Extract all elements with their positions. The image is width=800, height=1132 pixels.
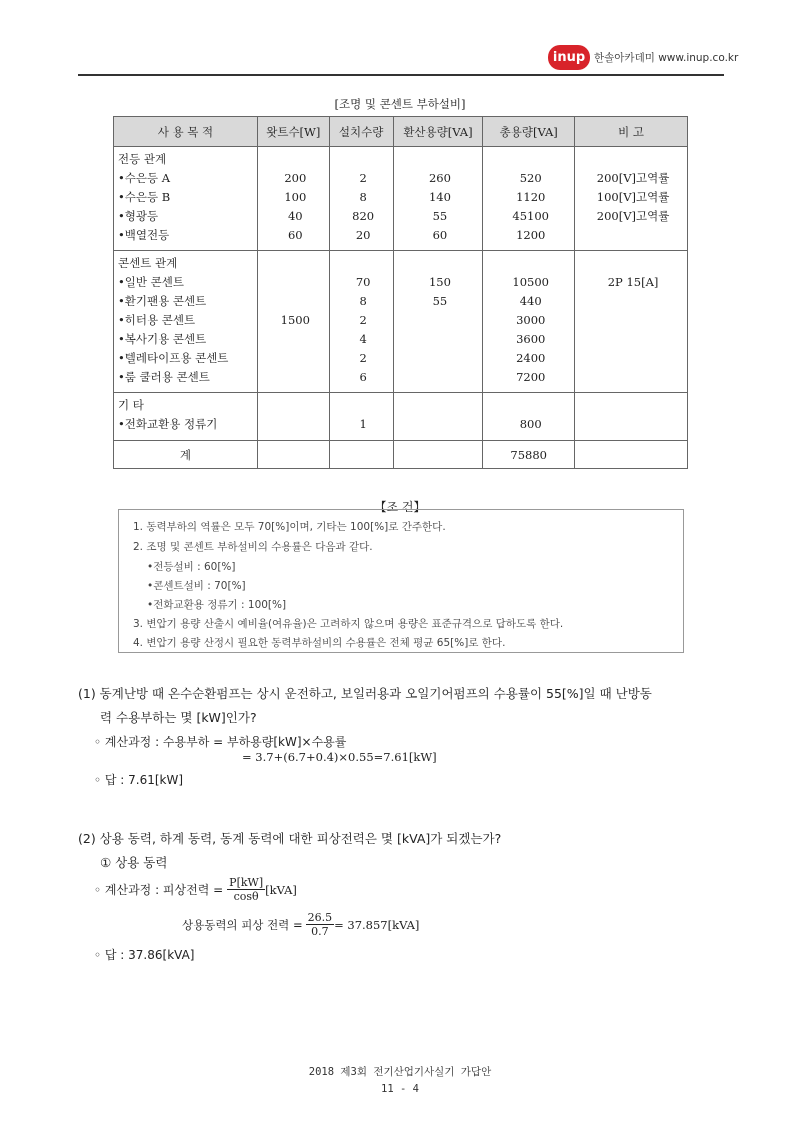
cell-value: 260: [428, 171, 451, 185]
table-row: [114, 251, 688, 393]
q2-calc-line: [94, 876, 297, 903]
q2-calc2-line: [182, 911, 419, 938]
calc2-fraction: [306, 911, 335, 938]
col-header-total: 총용량[VA]: [483, 117, 575, 147]
cell-value: 1: [359, 417, 367, 431]
item-name: •형광등: [118, 209, 159, 223]
apparent-power-formula: [227, 876, 265, 903]
q2-question: (2) 상용 동력, 하계 동력, 동계 동력에 대한 피상전력은 몇 [kVA]가 되겠는가?: [78, 831, 502, 846]
cell-value: 45100: [512, 209, 549, 223]
item-name: •수은등 B: [118, 190, 171, 204]
cell-value: 8: [359, 294, 367, 308]
conditions-box: [118, 509, 684, 653]
conv-values: [394, 147, 483, 248]
header-text: 한솔아카데미 www.inup.co.kr: [594, 52, 739, 64]
group-title: 전등 관계: [118, 152, 167, 166]
qty-values: [330, 147, 393, 248]
calc2-numerator: 26.5: [307, 911, 333, 924]
conditions-title: 【조 건】: [374, 500, 426, 514]
total-values: [483, 147, 574, 248]
cell-value: 70: [355, 275, 371, 289]
footer-page-number: 11 - 4: [381, 1083, 419, 1095]
cell-value: 1120: [516, 190, 546, 204]
q1-answer: ◦ 답 : 7.61[kW]: [94, 773, 184, 787]
cell-value: 440: [519, 294, 542, 308]
cell-value: 6: [359, 370, 367, 384]
q2-answer: ◦ 답 : 37.86[kVA]: [94, 948, 195, 962]
q2-sub1: ① 상용 동력: [100, 855, 168, 870]
cell-value: 55: [432, 294, 448, 308]
formula-numerator: P[kW]: [229, 876, 264, 889]
cell-value: 100: [284, 190, 307, 204]
col-header-qty: 설치수량: [329, 117, 393, 147]
qty-values: [330, 393, 393, 437]
group-outlet-names: [114, 251, 257, 390]
q1-calc-label: ◦ 계산과정 : 수용부하 = 부하용량[kW]×수용률: [94, 735, 347, 749]
group-lighting-names: [114, 147, 257, 248]
formula-unit: [kVA]: [265, 882, 297, 897]
q1-calc-line2: = 3.7+(6.7+0.4)×0.55=7.61[kW]: [242, 750, 437, 764]
condition-line: 3. 변압기 용량 산출시 예비율(여유율)은 고려하지 않으며 용량은 표준규격으로 답하도록 한다.: [133, 618, 564, 630]
item-name: •히터용 콘센트: [118, 313, 196, 327]
table-header-row: [114, 117, 688, 147]
load-table: [113, 116, 688, 469]
cell-value: 520: [519, 171, 542, 185]
condition-line: •콘센트설비 : 70[%]: [147, 580, 246, 592]
inup-logo: inup: [548, 45, 590, 70]
item-name: •일반 콘센트: [118, 275, 184, 289]
condition-line: •전등설비 : 60[%]: [147, 561, 236, 573]
cell-value: 60: [432, 228, 448, 242]
cell-value: 2P 15[A]: [607, 275, 659, 289]
sum-total: 75880: [510, 447, 547, 462]
conv-values: [394, 251, 483, 314]
cell-value: 10500: [512, 275, 549, 289]
item-name: •복사기용 콘센트: [118, 332, 207, 346]
footer-title: 2018 제3회 전기산업기사실기 가답안: [308, 1066, 492, 1078]
condition-line: •전화교환용 정류기 : 100[%]: [147, 599, 287, 611]
table-row: [114, 393, 688, 441]
item-name: •텔레타이프용 콘센트: [118, 351, 229, 365]
cell-value: 8: [359, 190, 367, 204]
q2-calc2-label: 상용동력의 피상 전력 =: [182, 917, 303, 932]
formula-denominator: cosθ: [233, 890, 259, 903]
col-header-watt: 왓트수[W]: [257, 117, 329, 147]
watt-values: [258, 147, 329, 248]
cell-value: 100[V]고역률: [596, 190, 670, 204]
cell-value: 3600: [516, 332, 546, 346]
item-name: •룸 쿨러용 콘센트: [118, 370, 210, 384]
cell-value: 2400: [516, 351, 546, 365]
cell-value: 800: [519, 417, 542, 431]
cell-value: 2: [359, 171, 367, 185]
group-other-names: [114, 393, 257, 437]
cell-value: 2: [359, 351, 367, 365]
group-title: 콘센트 관계: [118, 256, 178, 270]
cell-value: 40: [287, 209, 303, 223]
table-row: [114, 147, 688, 251]
cell-value: 2: [359, 313, 367, 327]
col-header-note: 비 고: [575, 117, 688, 147]
condition-line: 1. 동력부하의 역률은 모두 70[%]이며, 기타는 100[%]로 간주한다.: [133, 521, 446, 533]
cell-value: 7200: [516, 370, 546, 384]
calc2-result: = 37.857[kVA]: [334, 917, 420, 932]
sum-label: 계: [179, 447, 191, 462]
qty-values: [330, 251, 393, 390]
table-sum-row: [114, 441, 688, 469]
cell-value: 1500: [280, 313, 310, 327]
cell-value: 55: [432, 209, 448, 223]
group-title: 기 타: [118, 398, 144, 412]
col-header-conv: 환산용량[VA]: [393, 117, 483, 147]
condition-line: 4. 변압기 용량 산정시 필요한 동력부하설비의 수용률은 전체 평균 65[%]로 한다.: [133, 637, 506, 649]
q2-calc-label: ◦ 계산과정 : 피상전력 =: [94, 883, 224, 897]
header-divider: [78, 74, 724, 76]
calc2-denominator: 0.7: [311, 925, 329, 938]
cell-value: 200[V]고역률: [596, 171, 670, 185]
cell-value: 1200: [516, 228, 546, 242]
condition-line: 2. 조명 및 콘센트 부하설비의 수용률은 다음과 같다.: [133, 541, 373, 553]
cell-value: 3000: [516, 313, 546, 327]
note-values: [575, 147, 687, 229]
cell-value: 200[V]고역률: [596, 209, 670, 223]
item-name: •환기팬용 콘센트: [118, 294, 207, 308]
q1-question-line2: 력 수용부하는 몇 [kW]인가?: [100, 710, 257, 725]
q1-question-line1: (1) 동계난방 때 온수순환펌프는 상시 운전하고, 보일러용과 오일기어펌프의 수용률이 55[%]일 때 난방동: [78, 686, 652, 701]
table-title: [조명 및 콘센트 부하설비]: [334, 97, 466, 111]
item-name: •전화교환용 정류기: [118, 417, 218, 431]
cell-value: 140: [428, 190, 451, 204]
cell-value: 60: [287, 228, 303, 242]
watt-values: [258, 251, 329, 333]
item-name: •백열전등: [118, 228, 170, 242]
cell-value: 4: [359, 332, 367, 346]
total-values: [483, 393, 574, 437]
cell-value: 200: [284, 171, 307, 185]
item-name: •수은등 A: [118, 171, 171, 185]
cell-value: 820: [352, 209, 375, 223]
cell-value: 20: [355, 228, 371, 242]
total-values: [483, 251, 574, 390]
cell-value: 150: [428, 275, 451, 289]
note-values: [575, 251, 687, 295]
col-header-purpose: 사 용 목 적: [114, 117, 258, 147]
